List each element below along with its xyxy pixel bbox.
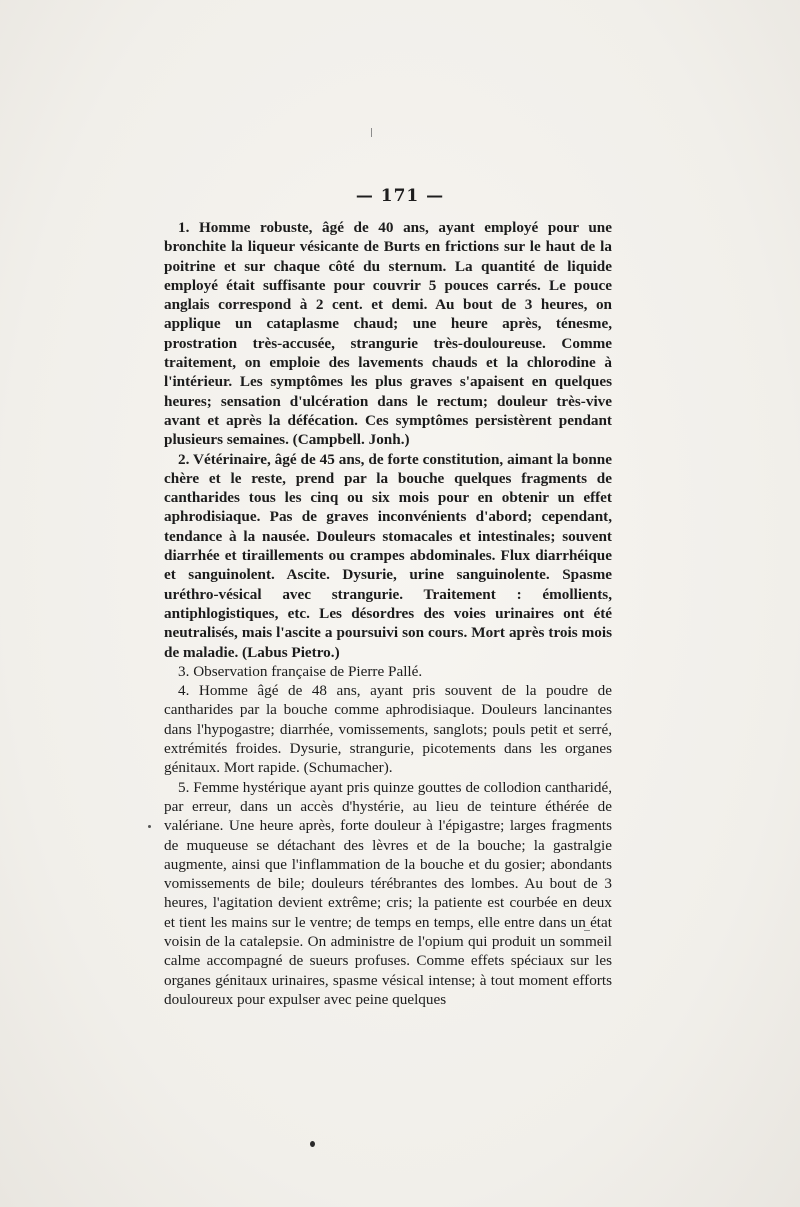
page-number: — 171 — <box>355 186 445 206</box>
scan-speck <box>371 128 372 137</box>
observation-2: 2. Vétérinaire, âgé de 45 ans, de forte constitution, aimant la bonne chère et le reste, prend par la bouche quelques fragments de cantharides tous les cinq ou six mois pour en obtenir un effet aphrodisiaque. Pas de graves inconvénients d'abord; cependant, tendance à la nausée. Douleurs stomacales et intestinales; souvent diarrhée et tiraillements ou crampes abdominales. Flux diarrhéique et sanguinolent. Ascite. Dysurie, urine sanguinolente. Spasme uréthro-vésical avec strangurie. Traitement : émollients, antiphlogistiques, etc. Les désordres des voies urinaires ont été neutralisés, mais l'ascite a poursuivi son cours. Mort après trois mois de maladie. (Labus Pietro.) <box>164 450 612 661</box>
observation-3: 3. Observation française de Pierre Pallé. <box>178 662 423 680</box>
ink-dot <box>310 1141 315 1147</box>
body-text <box>164 218 612 1009</box>
scan-speck <box>148 825 151 828</box>
observation-1: 1. Homme robuste, âgé de 40 ans, ayant employé pour une bronchite la liqueur vésicante de Burts en frictions sur le haut de la poitrine et sur chaque côté du sternum. La quantité de liquide employé était suffisante pour couvrir 5 pouces carrés. Le pouce anglais correspond à 2 cent. et demi. Au bout de 3 heures, on applique un cataplasme chaud; une heure après, ténesme, prostration très-accusée, strangurie très-douloureuse. Comme traitement, on emploie des lavements chauds et la chlorodine à l'intérieur. Les symptômes les plus graves s'apaisent en quelques heures; sensation d'ulcération dans le rectum; douleur très-vive avant et après la défécation. Ces symptômes persistèrent pendant plusieurs semaines. (Campbell. Jonh.) <box>164 219 612 449</box>
observation-4: 4. Homme âgé de 48 ans, ayant pris souvent de la poudre de cantharides par la bouche comme aphrodisiaque. Douleurs lancinantes dans l'hypogastre; diarrhée, vomissements, sanglots; pouls petit et serré, extrémités froides. Dysurie, strangurie, picotements dans les organes génitaux. Mort rapide. (Schumacher). <box>164 682 612 777</box>
observation-5: 5. Femme hystérique ayant pris quinze gouttes de collodion cantharidé, par erreur, dans un accès d'hystérie, au lieu de teinture éthérée de valériane. Une heure après, forte douleur à l'épigastre; larges fragments de muqueuse se détachant des lèvres et de la bouche; la gastralgie augmente, ainsi que l'inflammation de la bouche et du gosier; abondants vomissements de bile; douleurs térébrantes des lombes. Au bout de 3 heures, l'agitation devient extrême; cris; la patiente est courbée en deux et tient les mains sur le ventre; de temps en temps, elle entre dans un état voisin de la catalepsie. On administre de l'opium qui produit un sommeil calme accompagné de sueurs profuses. Comme effets spéciaux sur les organes génitaux urinaires, spasme vésical intense; à tout moment efforts douloureux pour expulser avec peine quelques <box>164 778 612 1008</box>
